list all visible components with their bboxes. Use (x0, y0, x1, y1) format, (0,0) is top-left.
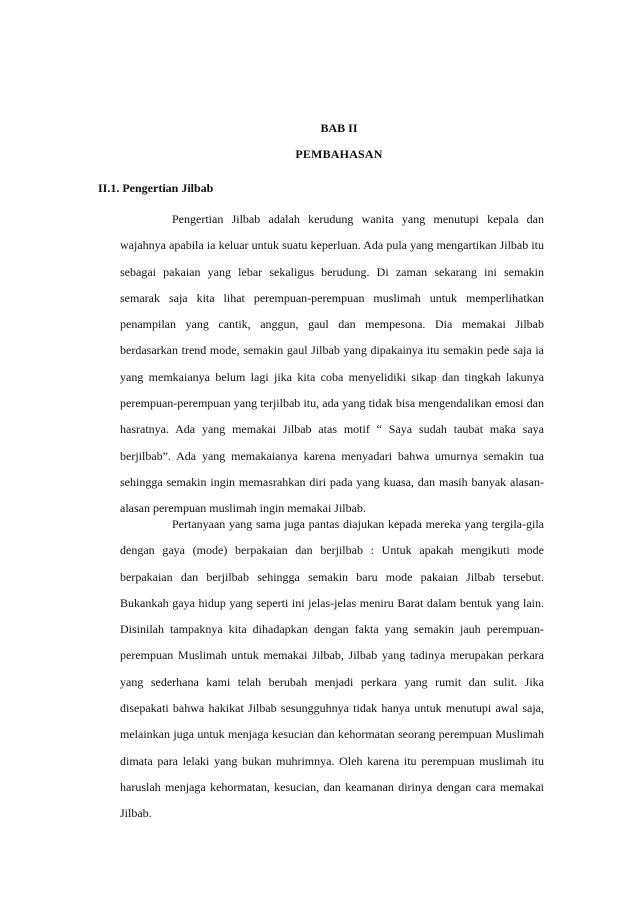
paragraph-1-text: Pengertian Jilbab adalah kerudung wanita yang menutupi kepala dan wajahnya apabila ia keluar untuk suatu keperluan. Ada pula yang mengartikan Jilbab itu sebagai pakaian yang lebar sekaligus berudung. Di zaman sekarang ini semakin semarak saja kita lihat perempuan-perempuan muslimah untuk memperlihatkan penampilan yang cantik, anggun, gaul dan mempesona. Dia memakai Jilbab berdasarkan trend mode, semakin gaul Jilbab yang dipakainya itu semakin pede saja ia yang memkaianya belum lagi jika kita coba menyelidiki sikap dan tingkah lakunya perempuan-perempuan yang terjilbab itu, ada yang tidak bisa mengendalikan emosi dan hasratnya. Ada yang memakai Jilbab atas motif “ Saya sudah taubat maka saya berjilbab”. Ada yang memakaianya karena menyadari bahwa umurnya semakin tua sehingga semakin ingin memasrahkan diri pada yang kuasa, dan masih banyak alasan-alasan perempuan muslimah ingin memakai Jilbab. (120, 212, 544, 516)
paragraph-2-text: Pertanyaan yang sama juga pantas diajukan kepada mereka yang tergila-gila dengan gaya (mode) berpakaian dan berjilbab : Untuk apakah mengikuti mode berpakaian dan berjilbab sehingga semakin baru mode pakaian Jilbab tersebut. Bukankah gaya hidup yang seperti ini jelas-jelas meniru Barat dalam bentuk yang lain. Disinilah tampaknya kita dihadapkan dengan fakta yang semakin jauh perempuan-perempuan Muslimah untuk memakai Jilbab, Jilbab yang tadinya merupakan perkara yang sederhana kami telah berubah menjadi perkara yang rumit dan sulit. Jika disepakati bahwa hakikat Jilbab sesungguhnya tidak hanya untuk menutupi awal saja, melainkan juga untuk menjaga kesucian dan kehormatan seorang perempuan Muslimah dimata para lelaki yang bukan muhrimnya. Oleh karena itu perempuan muslimah itu haruslah menjaga kehormatan, kesucian, dan keamanan dirinya dengan cara memakai Jilbab. (120, 517, 544, 821)
paragraph-1 (120, 206, 544, 522)
chapter-number: BAB II (320, 121, 358, 135)
chapter-title: PEMBAHASAN (295, 147, 383, 161)
paragraph-2 (120, 511, 544, 827)
section-heading: II.1. Pengertian Jilbab (98, 181, 214, 195)
